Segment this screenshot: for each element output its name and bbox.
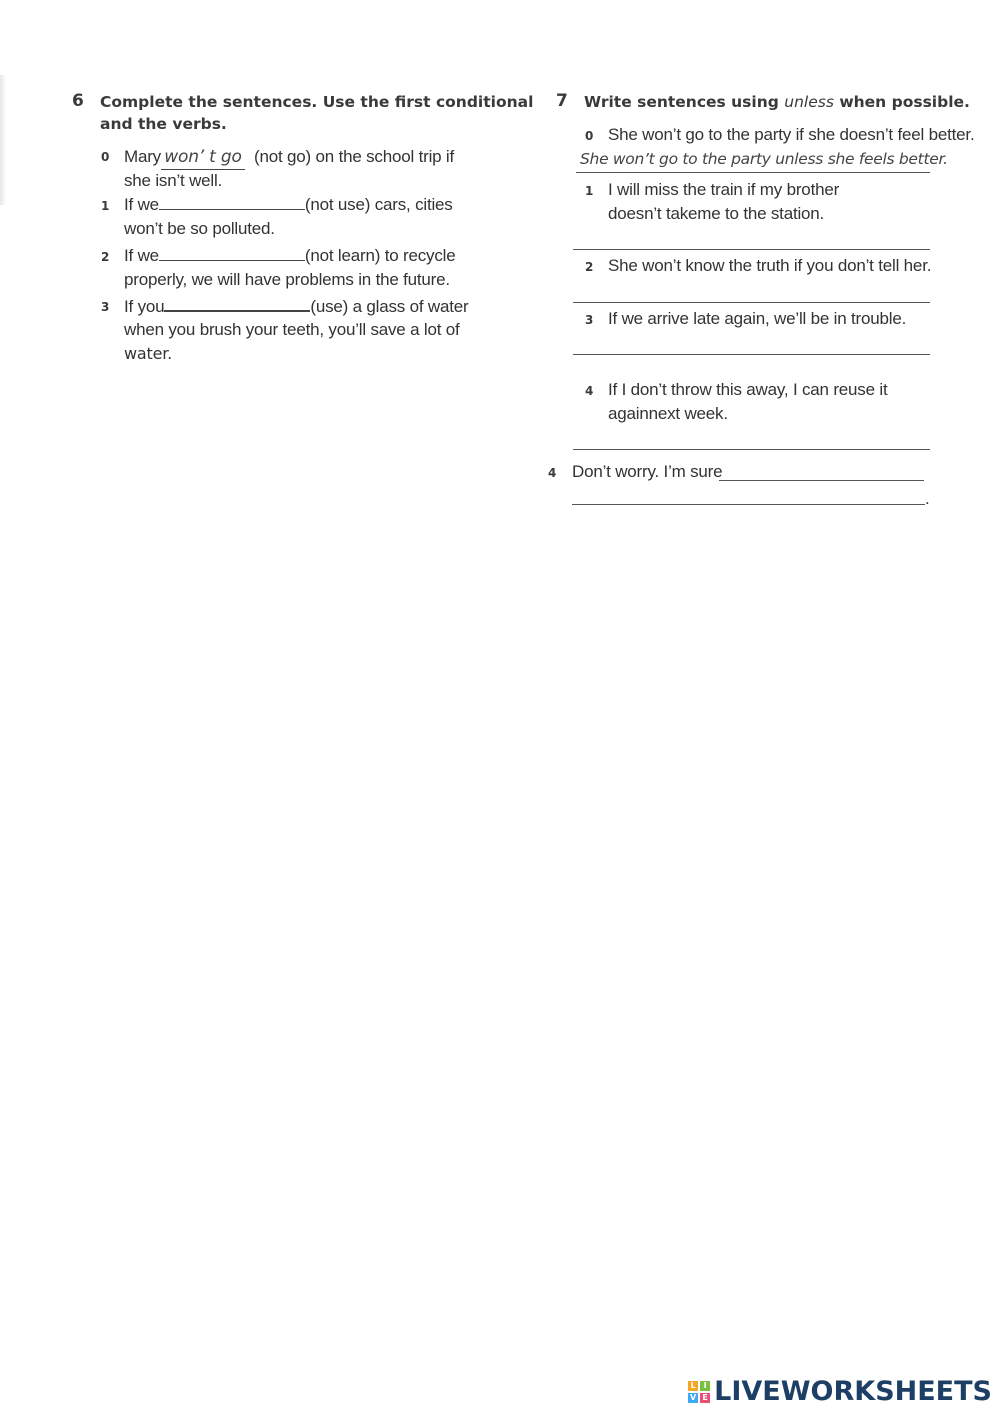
ex7-extra-answer-line-1[interactable] [719, 480, 924, 481]
ex7-item-2-answer-line[interactable] [573, 302, 930, 303]
ex7-item-3-number: 3 [585, 313, 594, 327]
logo-squares-icon [688, 1381, 710, 1403]
ex7-item-0-answer-line [576, 172, 930, 173]
ex7-item-1-text: I will miss the train if my brother [608, 180, 840, 199]
exercise-6-title-line1: Complete the sentences. Use the first conditional [100, 93, 534, 111]
ex6-item-1-post: (not use) cars, cities [304, 195, 453, 214]
logo-square-e: E [700, 1393, 710, 1403]
ex6-item-1-blank[interactable] [159, 193, 305, 210]
ex6-item-2-line1 [124, 244, 455, 268]
exercise-7-title-pre: Write sentences using [584, 93, 785, 111]
ex7-item-0-text: She won’t go to the party if she doesn’t feel better. [608, 125, 975, 144]
ex6-item-0-answer: won’ t go [164, 147, 242, 167]
ex6-item-0-number: 0 [101, 150, 110, 164]
ex7-extra-period: . [925, 489, 930, 508]
ex7-extra-number: 4 [548, 466, 557, 480]
ex7-item-1-number: 1 [585, 184, 594, 198]
ex6-item-0-pre: Mary [124, 147, 161, 166]
exercise-6-number: 6 [72, 91, 84, 111]
exercise-7-title [584, 91, 970, 113]
ex6-item-2-blank[interactable] [159, 244, 305, 261]
ex6-item-2-post: (not learn) to recycle [304, 246, 456, 265]
ex6-item-3-line2: when you brush your teeth, you’ll save a lot of [124, 320, 460, 339]
ex7-item-2-text: She won’t know the truth if you don’t tell her. [608, 256, 932, 275]
ex6-item-1-line2: won’t be so polluted. [124, 219, 275, 238]
ex7-item-3-answer-line[interactable] [573, 354, 930, 355]
exercise-7-title-post: when possible. [833, 93, 970, 111]
ex7-item-4-text: If I don’t throw this away, I can reuse it [608, 380, 888, 399]
page-edge-shadow [0, 75, 6, 205]
exercise-7-title-unless: unless [784, 93, 834, 111]
ex6-item-2-line2: properly, we will have problems in the future. [124, 270, 450, 289]
ex6-item-3-line3: water. [124, 344, 173, 363]
logo-text: LIVEWORKSHEETS [714, 1376, 992, 1407]
liveworksheets-logo [688, 1376, 992, 1407]
ex7-item-4-answer-line[interactable] [573, 449, 930, 450]
ex7-item-3-text: If we arrive late again, we’ll be in trouble. [608, 309, 907, 328]
ex6-item-3-line1 [124, 294, 469, 319]
ex7-item-1-answer-line[interactable] [573, 249, 930, 250]
ex6-item-3-blank[interactable] [164, 294, 310, 312]
ex7-item-4-number: 4 [585, 384, 594, 398]
ex7-item-1-text-line2: doesn’t takeme to the station. [608, 204, 825, 223]
ex7-extra-text: Don’t worry. I’m sure [572, 462, 723, 481]
ex7-item-2-number: 2 [585, 260, 594, 274]
exercise-6-title-line2: and the verbs. [100, 115, 227, 133]
logo-square-v: V [690, 1392, 697, 1402]
ex6-item-0-line2: she isn’t well. [124, 171, 223, 190]
ex7-item-4-text-line2: againnext week. [608, 404, 728, 423]
ex7-item-0-answer: She won’t go to the party unless she feels better. [580, 150, 948, 168]
ex6-item-3-pre: If you [124, 297, 165, 316]
ex6-item-1-pre: If we [124, 195, 159, 214]
ex6-item-1-number: 1 [101, 199, 110, 213]
ex6-item-3-post: (use) a glass of water [310, 297, 469, 316]
ex6-item-0-line1 [124, 145, 454, 170]
ex7-extra-answer-line-2[interactable] [572, 504, 925, 505]
logo-square-l: L [688, 1381, 698, 1391]
logo-square-i: I [700, 1381, 710, 1391]
ex6-item-2-number: 2 [101, 250, 110, 264]
ex6-item-1-line1 [124, 193, 453, 217]
exercise-7-number: 7 [556, 91, 568, 111]
ex6-item-3-number: 3 [101, 300, 110, 314]
ex7-item-0-number: 0 [585, 129, 594, 143]
ex6-item-2-pre: If we [124, 246, 159, 265]
ex6-item-0-post: (not go) on the school trip if [254, 147, 455, 166]
ex6-item-0-answer-blank [161, 145, 245, 170]
